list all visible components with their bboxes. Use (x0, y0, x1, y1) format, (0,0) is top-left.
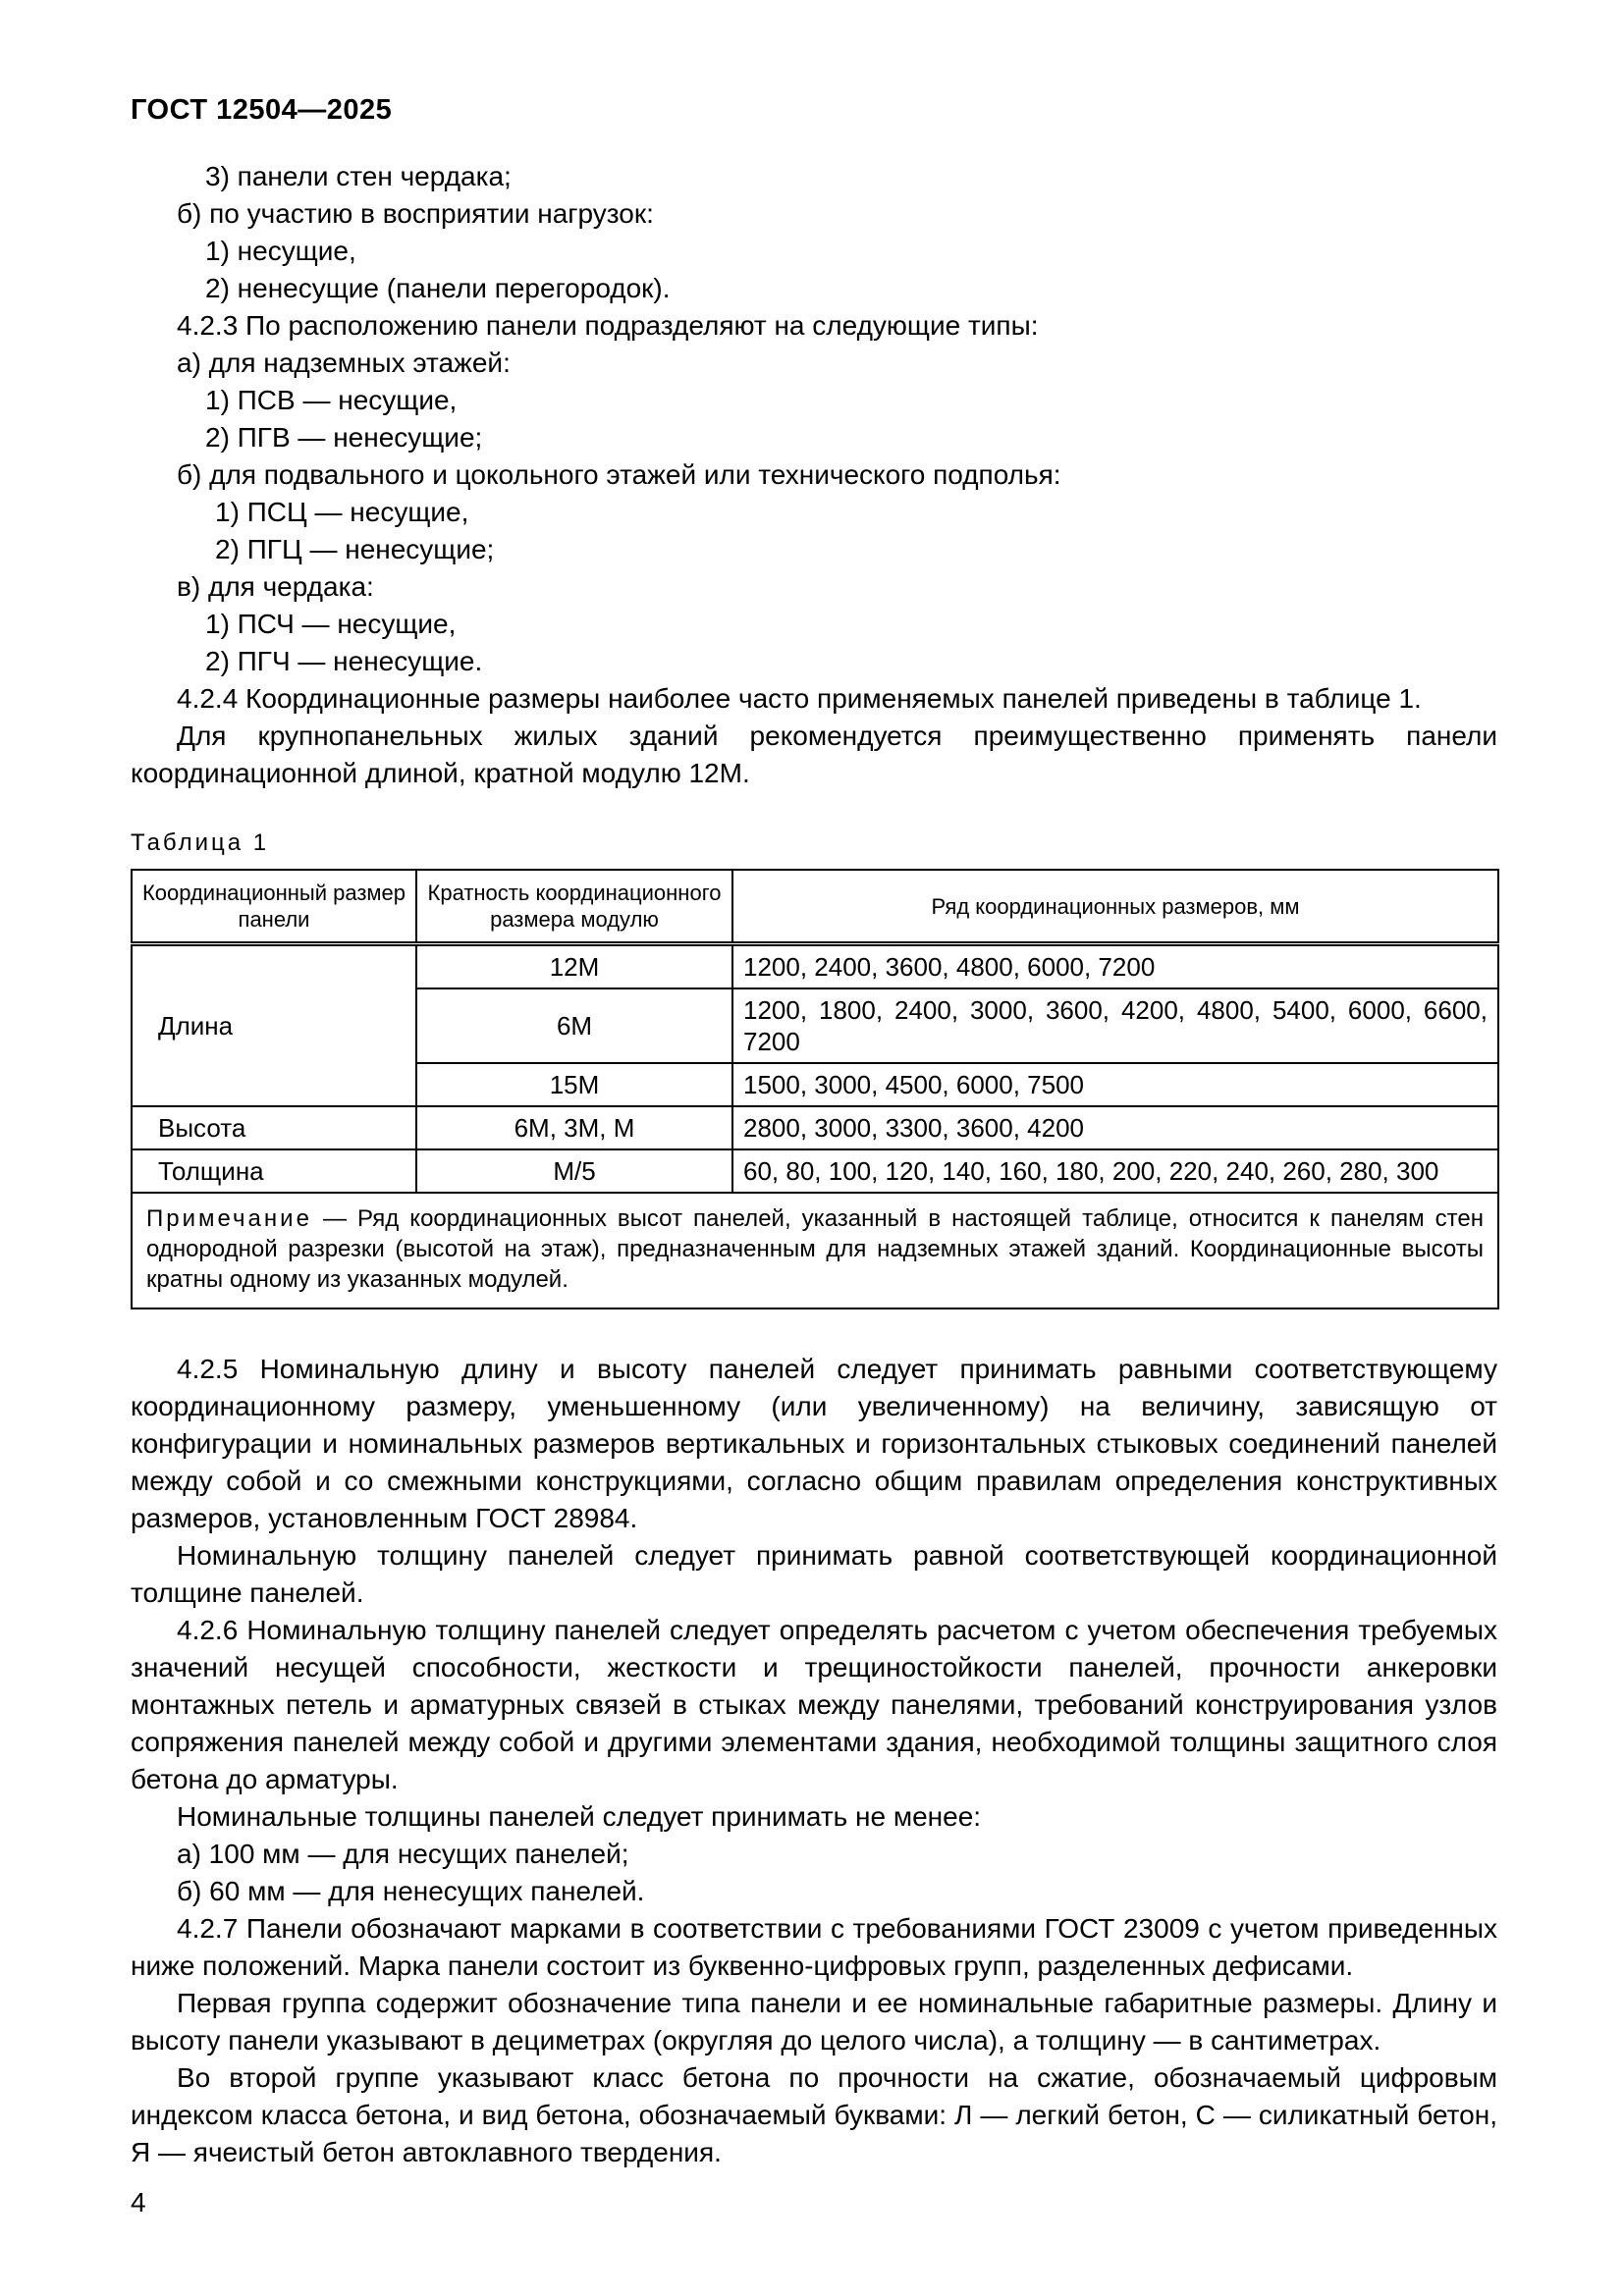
paragraph-4-2-6: 4.2.6 Номинальную толщину панелей следует определять расчетом с учетом обеспечения требуемых значений несущей способности, жесткости и трещиностойкости панелей, прочности анкеровки монтажных петель и арматурных связей в стыках между панелями, требований конструирования узлов сопряжения панелей между собой и другими элементами здания, необходимой толщины защитного слоя бетона до арматуры. (131, 1615, 1497, 1794)
paragraph-4-2-3: 4.2.3 По расположению панели подразделяют на следующие типы: (177, 310, 1039, 341)
module-cell: 15М (416, 1063, 732, 1106)
column-header-size: Координационный размер панели (132, 870, 416, 944)
body-text-bottom (131, 1351, 1497, 2171)
module-cell: 6М (416, 988, 732, 1063)
list-item: б) по участию в восприятии нагрузок: (177, 198, 654, 229)
list-item: 1) несущие, (205, 236, 356, 266)
table-1 (131, 869, 1499, 1309)
table-note (132, 1193, 1498, 1308)
list-item: 2) ненесущие (панели перегородок). (205, 273, 671, 303)
sizes-cell: 1500, 3000, 4500, 6000, 7500 (732, 1063, 1498, 1106)
table-caption: Таблица 1 (131, 829, 270, 856)
page-content (131, 94, 1497, 2171)
list-item: а) для надземных этажей: (177, 347, 511, 378)
paragraph: Для крупнопанельных жилых зданий рекомендуется преимущественно применять панели координационной длиной, кратной модулю 12М. (131, 721, 1497, 788)
page-number: 4 (131, 2187, 146, 2217)
module-cell: М/5 (416, 1149, 732, 1193)
list-item: 1) ПСЧ — несущие, (205, 609, 457, 639)
note-label: Примечание (146, 1205, 312, 1232)
list-item: 3) панели стен чердака; (205, 161, 512, 191)
sizes-cell: 60, 80, 100, 120, 140, 160, 180, 200, 220, 240, 260, 280, 300 (732, 1149, 1498, 1193)
list-item: 1) ПСВ — несущие, (205, 385, 458, 415)
param-cell: Толщина (132, 1149, 416, 1193)
paragraph: Во второй группе указывают класс бетона по прочности на сжатие, обозначаемый цифровым индексом класса бетона, и вид бетона, обозначаемый буквами: Л — легкий бетон, С — силикатный бетон, Я — ячеистый бетон автоклавного твердения. (131, 2062, 1497, 2167)
column-header-module: Кратность координационного размера модулю (416, 870, 732, 944)
paragraph: Номинальную толщину панелей следует принимать равной соответствующей координационной толщине панелей. (131, 1540, 1497, 1608)
paragraph-4-2-7: 4.2.7 Панели обозначают марками в соответствии с требованиями ГОСТ 23009 с учетом приведенных ниже положений. Марка панели состоит из буквенно-цифровых групп, разделенных дефисами. (131, 1913, 1497, 1981)
table-note-row (132, 1193, 1498, 1308)
paragraph-4-2-5: 4.2.5 Номинальную длину и высоту панелей следует принимать равными соответствующему координационному размеру, уменьшенному (или увеличенному) на величину, зависящую от конфигурации и номинальных размеров вертикальных и горизонтальных стыковых соединений панелей между собой и со смежными конструкциями, согласно общим правилам определения конструктивных размеров, установленным ГОСТ 28984. (131, 1354, 1497, 1533)
module-cell: 6М, 3М, М (416, 1106, 732, 1149)
list-item: 2) ПГЦ — ненесущие; (215, 534, 495, 564)
table-row (132, 1106, 1498, 1149)
list-item: 2) ПГЧ — ненесущие. (205, 646, 483, 676)
list-item: 1) ПСЦ — несущие, (215, 497, 469, 527)
paragraph-4-2-4: 4.2.4 Координационные размеры наиболее часто применяемых панелей приведены в таблице 1. (177, 683, 1422, 714)
column-header-series: Ряд координационных размеров, мм (732, 870, 1498, 944)
list-item: в) для чердака: (177, 571, 374, 602)
list-item: б) для подвального и цокольного этажей или технического подполья: (177, 459, 1061, 490)
body-text-top (131, 158, 1497, 792)
doc-number: ГОСТ 12504—2025 (131, 94, 393, 126)
note-text: — Ряд координационных высот панелей, указанный в настоящей таблице, относится к панелям стен однородной разрезки (высотой на этаж), предназначенным для надземных этажей зданий. Координационные высоты кратны одному из указанных модулей. (146, 1205, 1484, 1293)
table-row (132, 944, 1498, 989)
paragraph: Первая группа содержит обозначение типа панели и ее номинальные габаритные размеры. Длину и высоту панели указывают в дециметрах (округляя до целого числа), а толщину — в сантиметрах. (131, 1988, 1497, 2056)
sizes-cell: 1200, 1800, 2400, 3000, 3600, 4200, 4800, 5400, 6000, 6600, 7200 (732, 988, 1498, 1063)
table-header-row (132, 870, 1498, 944)
sizes-cell: 2800, 3000, 3300, 3600, 4200 (732, 1106, 1498, 1149)
param-cell: Длина (132, 944, 416, 1107)
table-row (132, 1149, 1498, 1193)
list-item: б) 60 мм — для ненесущих панелей. (177, 1876, 645, 1906)
module-cell: 12М (416, 944, 732, 989)
list-item: а) 100 мм — для несущих панелей; (177, 1839, 629, 1869)
paragraph: Номинальные толщины панелей следует принимать не менее: (177, 1801, 982, 1832)
list-item: 2) ПГВ — ненесущие; (205, 422, 483, 453)
param-cell: Высота (132, 1106, 416, 1149)
sizes-cell: 1200, 2400, 3600, 4800, 6000, 7200 (732, 944, 1498, 989)
